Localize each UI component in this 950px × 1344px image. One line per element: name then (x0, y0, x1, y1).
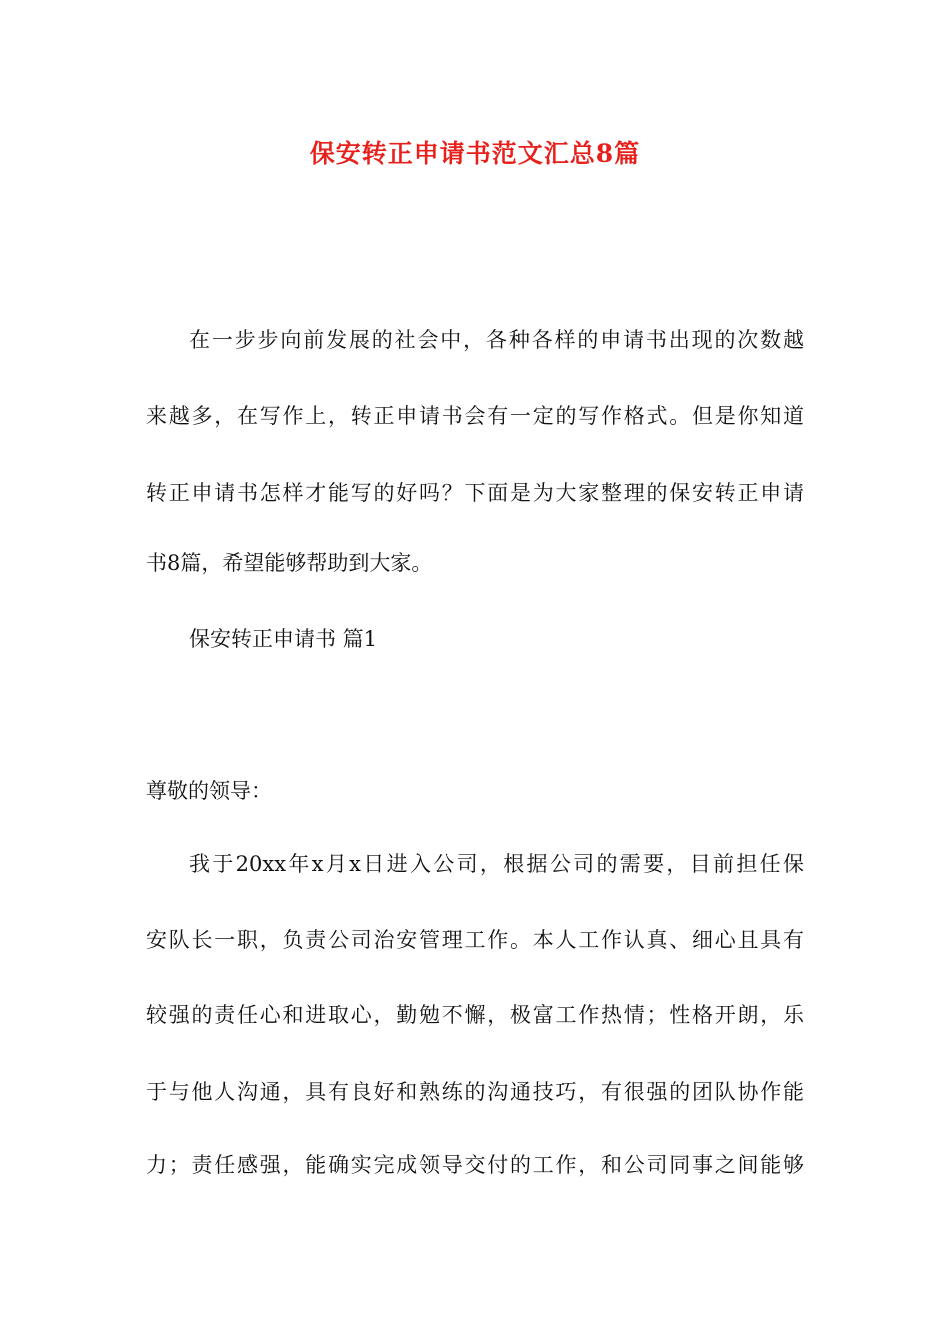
intro-line-2: 来越多，在写作上，转正申请书会有一定的写作格式。但是你知道 (146, 404, 804, 428)
salutation: 尊敬的领导： (146, 779, 272, 803)
intro-line-1: 在一步步向前发展的社会中，各种各样的申请书出现的次数越 (189, 328, 804, 352)
body-line-1: 我于20xx年x月x日进入公司，根据公司的需要，目前担任保 (189, 852, 804, 876)
body-line-4: 于与他人沟通，具有良好和熟练的沟通技巧，有很强的团队协作能 (146, 1080, 804, 1104)
document-title: 保安转正申请书范文汇总8篇 (309, 139, 641, 168)
intro-line-4: 书8篇，希望能够帮助到大家。 (146, 551, 433, 575)
body-line-5: 力；责任感强，能确实完成领导交付的工作，和公司同事之间能够 (146, 1153, 804, 1177)
intro-line-3: 转正申请书怎样才能写的好吗？下面是为大家整理的保安转正申请 (146, 481, 804, 505)
body-line-3: 较强的责任心和进取心，勤勉不懈，极富工作热情；性格开朗，乐 (146, 1003, 804, 1027)
section-heading: 保安转正申请书 篇1 (189, 627, 378, 651)
body-line-2: 安队长一职，负责公司治安管理工作。本人工作认真、细心且具有 (146, 928, 804, 952)
